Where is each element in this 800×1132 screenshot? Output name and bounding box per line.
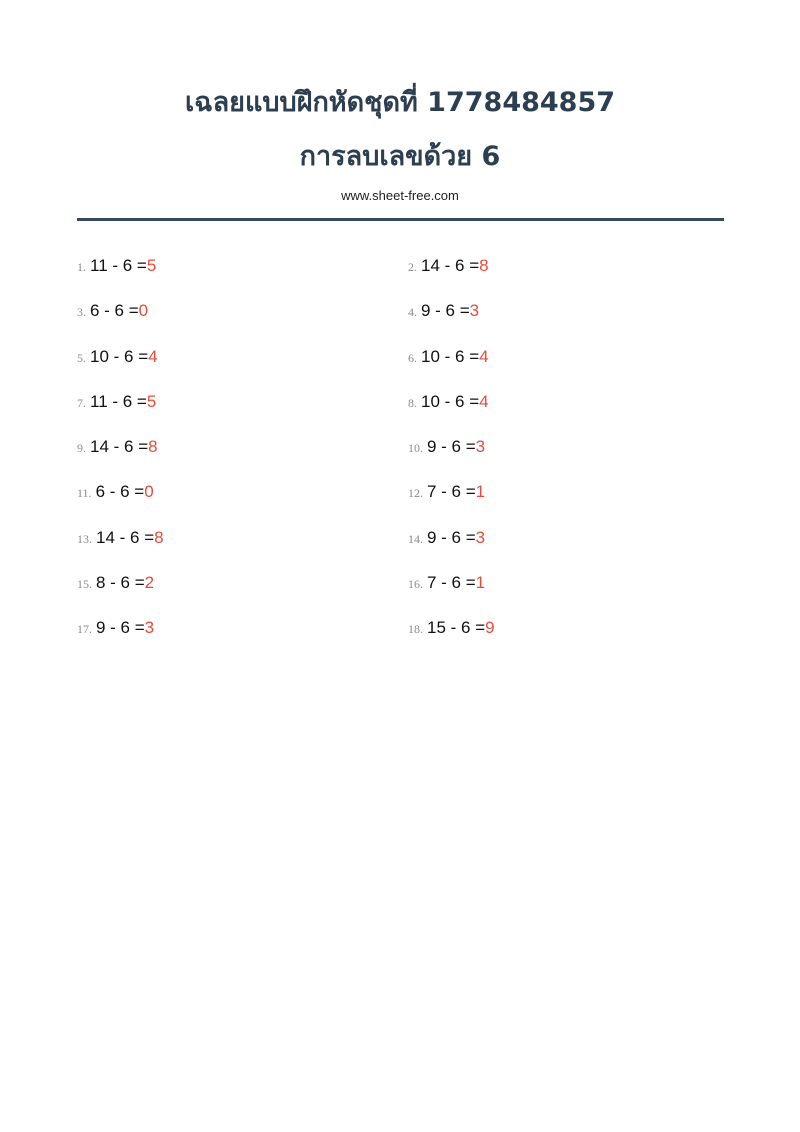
problem-expression: 14 - 6 = — [90, 437, 149, 457]
problem-number: 11. — [77, 486, 92, 501]
problem-number: 3. — [77, 305, 86, 320]
problem-answer: 9 — [485, 618, 495, 638]
problem-number: 13. — [77, 531, 92, 546]
problem-number: 6. — [408, 350, 417, 365]
problem-expression: 10 - 6 = — [421, 346, 480, 366]
problem-expression: 10 - 6 = — [421, 391, 480, 411]
problem-item — [77, 528, 408, 552]
problem-item — [77, 618, 408, 642]
problem-item — [408, 618, 739, 642]
problem-item — [77, 482, 408, 506]
problem-number: 9. — [77, 441, 86, 456]
problem-answer: 1 — [475, 482, 486, 502]
problem-answer: 8 — [479, 256, 489, 275]
problem-expression: 14 - 6 = — [421, 256, 480, 275]
problem-answer: 1 — [475, 573, 486, 593]
page-title: เฉลยแบบฝึกหัดชุดที่ 1778484857 — [184, 87, 616, 118]
problem-item — [408, 392, 739, 416]
problem-item — [408, 256, 739, 280]
problem-item — [77, 573, 408, 597]
problem-number: 4. — [408, 305, 417, 320]
problem-item — [408, 437, 739, 461]
problem-answer: 0 — [138, 301, 149, 321]
problem-number: 17. — [77, 622, 92, 637]
problem-answer: 4 — [479, 391, 489, 411]
problem-expression: 9 - 6 = — [96, 618, 145, 638]
problem-expression: 9 - 6 = — [427, 527, 476, 547]
problem-item — [408, 301, 739, 325]
problem-expression: 15 - 6 = — [427, 618, 486, 638]
problem-item — [408, 347, 739, 371]
problem-item — [408, 482, 739, 506]
problem-item — [77, 347, 408, 371]
problem-number: 1. — [77, 260, 86, 274]
problem-answer: 5 — [146, 391, 157, 411]
problem-expression: 8 - 6 = — [96, 573, 145, 593]
problem-answer: 8 — [148, 437, 158, 457]
problem-answer: 5 — [146, 256, 157, 275]
problem-number: 8. — [408, 395, 417, 410]
problem-expression: 14 - 6 = — [96, 527, 155, 547]
problem-answer: 0 — [144, 482, 154, 502]
problem-answer: 4 — [148, 346, 158, 366]
problem-list — [77, 256, 737, 664]
problem-number: 10. — [408, 441, 423, 456]
problem-expression: 11 - 6 = — [90, 256, 147, 275]
problem-number: 7. — [77, 395, 86, 410]
problem-number: 12. — [408, 486, 423, 501]
problem-number: 2. — [408, 260, 417, 274]
problem-expression: 11 - 6 = — [90, 391, 147, 411]
problem-expression: 9 - 6 = — [421, 301, 470, 321]
problem-answer: 3 — [475, 527, 486, 547]
problem-item — [77, 437, 408, 461]
problem-item — [77, 301, 408, 325]
problem-answer: 4 — [479, 346, 489, 366]
problem-answer: 3 — [144, 618, 155, 638]
problem-expression: 7 - 6 = — [427, 573, 476, 593]
problem-number: 15. — [77, 577, 92, 592]
problem-item — [77, 392, 408, 416]
problem-answer: 3 — [469, 301, 480, 321]
problem-expression: 10 - 6 = — [90, 346, 149, 366]
problem-item — [408, 528, 739, 552]
problem-expression: 7 - 6 = — [427, 482, 476, 502]
problem-answer: 2 — [144, 573, 155, 593]
problem-number: 16. — [408, 577, 423, 592]
problem-answer: 8 — [154, 527, 164, 547]
header-divider — [77, 218, 724, 221]
problem-expression: 9 - 6 = — [427, 437, 476, 457]
website-label: www.sheet-free.com — [341, 188, 459, 203]
page-subtitle: การลบเลขด้วย 6 — [299, 141, 501, 172]
problem-number: 5. — [77, 350, 86, 365]
problem-item — [408, 573, 739, 597]
problem-number: 14. — [408, 531, 423, 546]
problem-answer: 3 — [475, 437, 486, 457]
problem-item — [77, 256, 408, 280]
problem-number: 18. — [408, 622, 423, 637]
problem-expression: 6 - 6 = — [90, 301, 139, 321]
problem-expression: 6 - 6 = — [95, 482, 145, 502]
